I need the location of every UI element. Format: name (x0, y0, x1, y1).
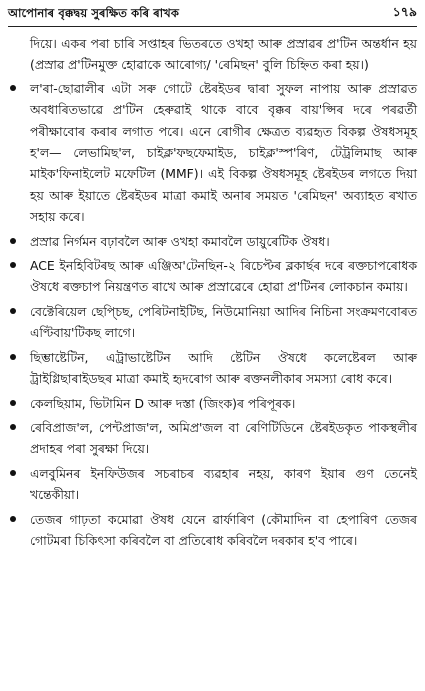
bullet-item (8, 231, 417, 252)
bullet-item (8, 347, 417, 390)
bullet-item (8, 255, 417, 298)
bullet-dot-icon (10, 424, 16, 430)
bullet-item (8, 417, 417, 460)
chapter-title: আপোনাৰ বৃক্কদ্বয় সুৰক্ষিত কৰি ৰাখক (8, 6, 179, 20)
bullet-text: ৰেবিপ্ৰাজ'ল, পেন্টপ্ৰাজ'ল, অমিপ্ৰ'জল বা ৰেণিটিডিনে ষ্টেৰইডকৃত পাকস্থলীৰ প্ৰদাহৰ পৰা সুৰক্ষা দিয়ে। (30, 419, 417, 457)
bullet-item (8, 393, 417, 414)
bullet-dot-icon (10, 308, 16, 314)
bullet-item (8, 463, 417, 506)
bullet-dot-icon (10, 516, 16, 522)
bullet-item (8, 509, 417, 552)
bullet-text: ল'ৰা-ছোৱালীৰ এটা সৰু গোটে ষ্টেৰইডৰ দ্বাৰা সুফল নাপায় আৰু প্ৰস্ৰাৱত অবধাৰিতভাৱে প্ৰ'টিন হেৰুৱাই থাকে বাবে বৃক্কৰ বায়'প্সিৰ দৰে পৰৱৰ্তী পৰীক্ষাবোৰ কৰাৰ লগাত পৰে। এনে ৰোগীৰ ক্ষেত্ৰত ব্যৱহৃত বিকল্প ঔষধসমূহ হ'ল— লেভামিছ'ল, চাইক্ল'ফছফেমাইড, চাইক্ল'স্প'ৰিণ, টেট্ৰলিমাছ আৰু মাইক'ফিনাইলেট মফেটিল (MMF)। এই বিকল্প ঔষধসমূহ ষ্টেৰইডৰ লগতে দিয়া হয় আৰু ইয়াতে ষ্টেৰইডৰ মাত্ৰা কমাই অনাৰ সময়ত 'ৰেমিছন' অব্যাহত ৰখাত সহায় কৰে। (30, 80, 417, 225)
page-number: ১৭৯ (392, 4, 417, 19)
bullet-text: বেক্টেৰিয়েল ছেপ্চিছ, পেৰিটনাইটিছ, নিউমোনিয়া আদিৰ নিচিনা সংক্ৰমণবোৰত এণ্টিবায়'টিকছ লাগে। (30, 303, 417, 341)
bullet-dot-icon (10, 262, 16, 268)
page-body (8, 33, 417, 551)
bullet-text: তেজৰ গাঢ়তা কমোৱা ঔষধ যেনে ৱাৰ্ফাৰিণ (কৌমাদিন বা হেপাৰিণ তেজৰ গোটমৰা চিকিৎসা কৰিবলৈ বা প্ৰতিৰোধ কৰিবলৈ দৰকাৰ হ'ব পাৰে। (30, 511, 417, 548)
bullet-text: কেলছিয়াম, ভিটামিন D আৰু দস্তা (জিংক)ৰ পৰিপূৰক। (30, 395, 296, 411)
running-header (8, 4, 417, 27)
bullet-dot-icon (10, 238, 16, 244)
intro-paragraph: দিয়ে। একৰ পৰা চাৰি সপ্তাহৰ ভিতৰতে ওখহা আৰু প্ৰস্ৰাৱৰ প্ৰ'টিন অন্তৰ্ধান হয় (প্ৰস্ৰাৱ প্ৰ'টিনমুক্ত হোৱাকে আৰোগ্য/ 'ৰেমিছন' বুলি চিহ্নিত কৰা হয়।) (30, 36, 417, 73)
bullet-list (8, 78, 417, 552)
bullet-dot-icon (10, 85, 16, 91)
bullet-dot-icon (10, 470, 16, 476)
bullet-text: ACE ইনহিবিটৰছ আৰু এঞ্জিঅ'টেনছিন-২ ৰিচেপ্টৰ ব্লকাৰ্ছৰ দৰে ৰক্তচাপৰোধক ঔষধে ৰক্তচাপ নিয়ন্ত্ৰণত ৰাখে আৰু প্ৰস্ৰাৱেৰে হোৱা প্ৰ'টিনৰ লোকচান কমায়। (30, 258, 417, 295)
bullet-item (8, 301, 417, 344)
bullet-text: প্ৰস্ৰাৱ নিৰ্গমন বঢ়াবলৈ আৰু ওখহা কমাবলৈ ডায়ুৰেটিক ঔষধ। (30, 233, 330, 249)
bullet-text: এলবুমিনৰ ইনফিউজৰ সচৰাচৰ ব্যৱহাৰ নহয়, কাৰণ ইয়াৰ গুণ তেনেই খন্তেকীয়া। (30, 465, 417, 503)
bullet-text: ছিম্ভাষ্টেটিন, এট্ৰাভাষ্টেটিন আদি ষ্টেটিন ঔষধে কলেষ্টেৰল আৰু ট্ৰাইগ্লিছাৰাইডছৰ মাত্ৰা কমাই হৃদৰোগ আৰু ৰক্তনলীকাৰ সমস্যা ৰোধ কৰে। (30, 349, 417, 387)
bullet-dot-icon (10, 354, 16, 360)
bullet-item (8, 78, 417, 228)
bullet-dot-icon (10, 400, 16, 406)
